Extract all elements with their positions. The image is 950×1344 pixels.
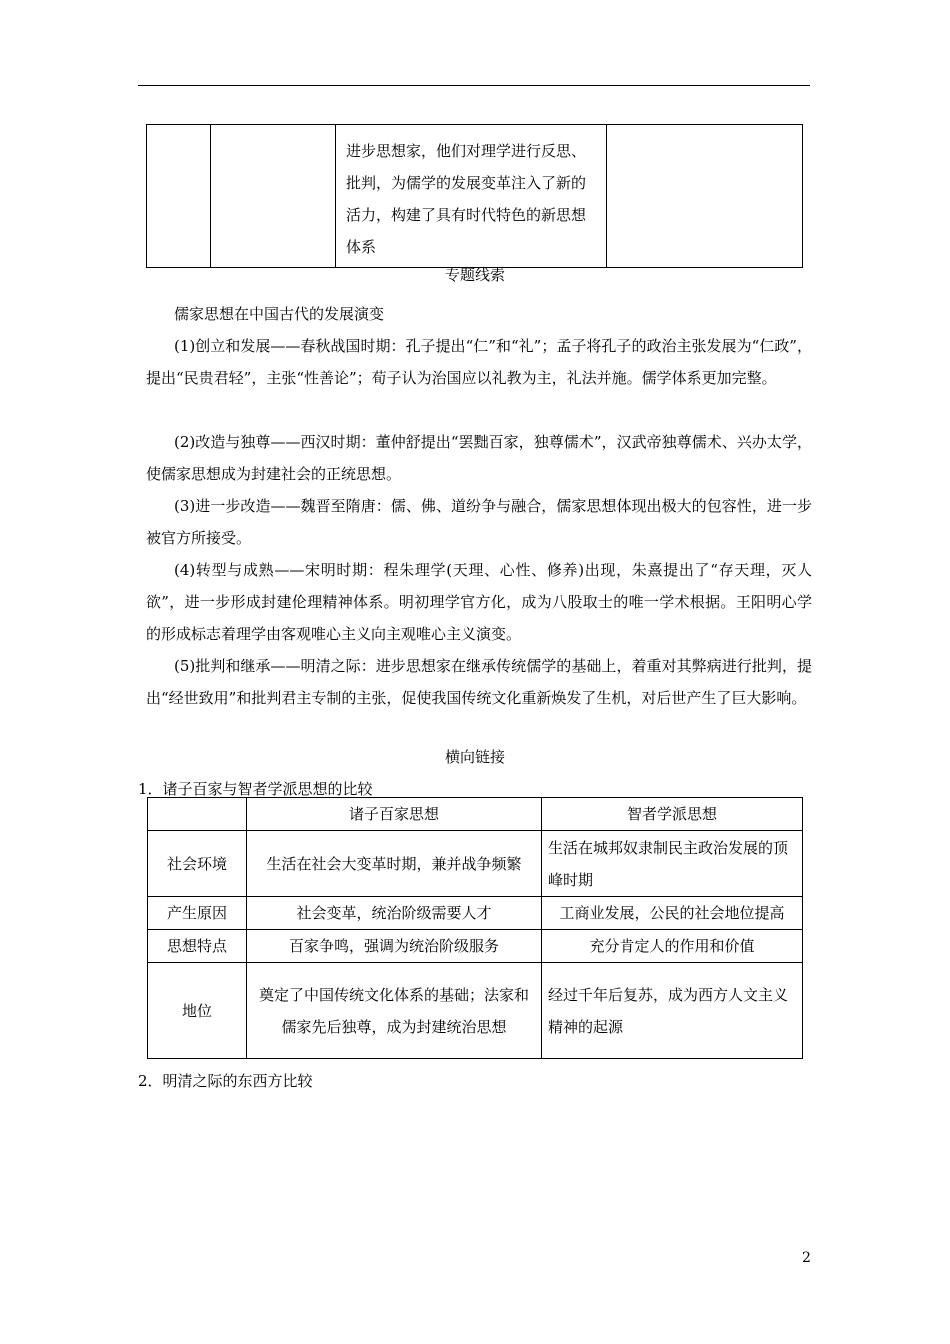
continued-table-cell bbox=[147, 125, 211, 268]
page-number: 2 bbox=[802, 1250, 811, 1266]
table-cell: 奠定了中国传统文化体系的基础；法家和儒家先后独尊，成为封建统治思想 bbox=[247, 963, 542, 1059]
table-row bbox=[148, 930, 803, 963]
topic-clue-item: (5)批判和继承——明清之际：进步思想家在继承传统儒学的基础上，着重对其弊病进行批判，提出“经世致用”和批判君主专制的主张，促使我国传统文化重新焕发了生机，对后世产生了巨大影响。 bbox=[146, 657, 812, 707]
table-cell: 工商业发展，公民的社会地位提高 bbox=[542, 897, 803, 930]
topic-clue-heading: 专题线索 bbox=[444, 266, 505, 284]
section-title: 2．明清之际的东西方比较 bbox=[138, 1072, 313, 1090]
table-header-row bbox=[148, 798, 803, 831]
table-cell: 生活在社会大变革时期，兼并战争频繁 bbox=[247, 831, 542, 897]
table-header-cell bbox=[148, 798, 247, 831]
table-cell: 社会变革，统治阶级需要人才 bbox=[247, 897, 542, 930]
topic-clue-item: (3)进一步改造——魏晋至隋唐：儒、佛、道纷争与融合，儒家思想体现出极大的包容性，进一步被官方所接受。 bbox=[146, 497, 812, 547]
table-header-cell: 诸子百家思想 bbox=[247, 798, 542, 831]
continued-table-cell bbox=[336, 125, 607, 268]
table-row-label: 思想特点 bbox=[148, 930, 247, 963]
topic-clue-item: (4)转型与成熟——宋明时期：程朱理学(天理、心性、修养)出现，朱熹提出了“存天理，灭人欲”，进一步形成封建伦理精神体系。明初理学官方化，成为八股取士的唯一学术根据。王阳明心学的形成标志着理学由客观唯心主义向主观唯心主义演变。 bbox=[146, 561, 812, 643]
table-header-cell: 智者学派思想 bbox=[542, 798, 803, 831]
table-row-label: 产生原因 bbox=[148, 897, 247, 930]
horizontal-link-heading: 横向链接 bbox=[444, 748, 505, 766]
section-title: 1．诸子百家与智者学派思想的比较 bbox=[138, 780, 373, 798]
table-row bbox=[148, 831, 803, 897]
continued-table-cell bbox=[607, 125, 803, 268]
topic-clue-intro: 儒家思想在中国古代的发展演变 bbox=[174, 305, 385, 323]
topic-clue-item: (1)创立和发展——春秋战国时期：孔子提出“仁”和“礼”；孟子将孔子的政治主张发展为“仁政”，提出“民贵君轻”，主张“性善论”；荀子认为治国应以礼教为主，礼法并施。儒学体系更加完整。 bbox=[146, 337, 812, 387]
header-rule bbox=[138, 85, 810, 86]
continued-table-cell bbox=[211, 125, 336, 268]
table-cell: 生活在城邦奴隶制民主政治发展的顶峰时期 bbox=[542, 831, 803, 897]
table-row-label: 社会环境 bbox=[148, 831, 247, 897]
table-row bbox=[148, 963, 803, 1059]
topic-clue-item: (2)改造与独尊——西汉时期：董仲舒提出“罢黜百家，独尊儒术”，汉武帝独尊儒术、兴办太学，使儒家思想成为封建社会的正统思想。 bbox=[146, 433, 812, 483]
continued-table-text: 进步思想家，他们对理学进行反思、批判，为儒学的发展变革注入了新的活力，构建了具有时代特色的新思想体系 bbox=[346, 142, 587, 256]
table-cell: 百家争鸣，强调为统治阶级服务 bbox=[247, 930, 542, 963]
table-row bbox=[148, 897, 803, 930]
table-cell: 经过千年后复苏，成为西方人文主义精神的起源 bbox=[542, 963, 803, 1059]
table-row-label: 地位 bbox=[148, 963, 247, 1059]
table-cell: 充分肯定人的作用和价值 bbox=[542, 930, 803, 963]
comparison-table bbox=[147, 797, 803, 1059]
continued-table bbox=[146, 124, 803, 268]
